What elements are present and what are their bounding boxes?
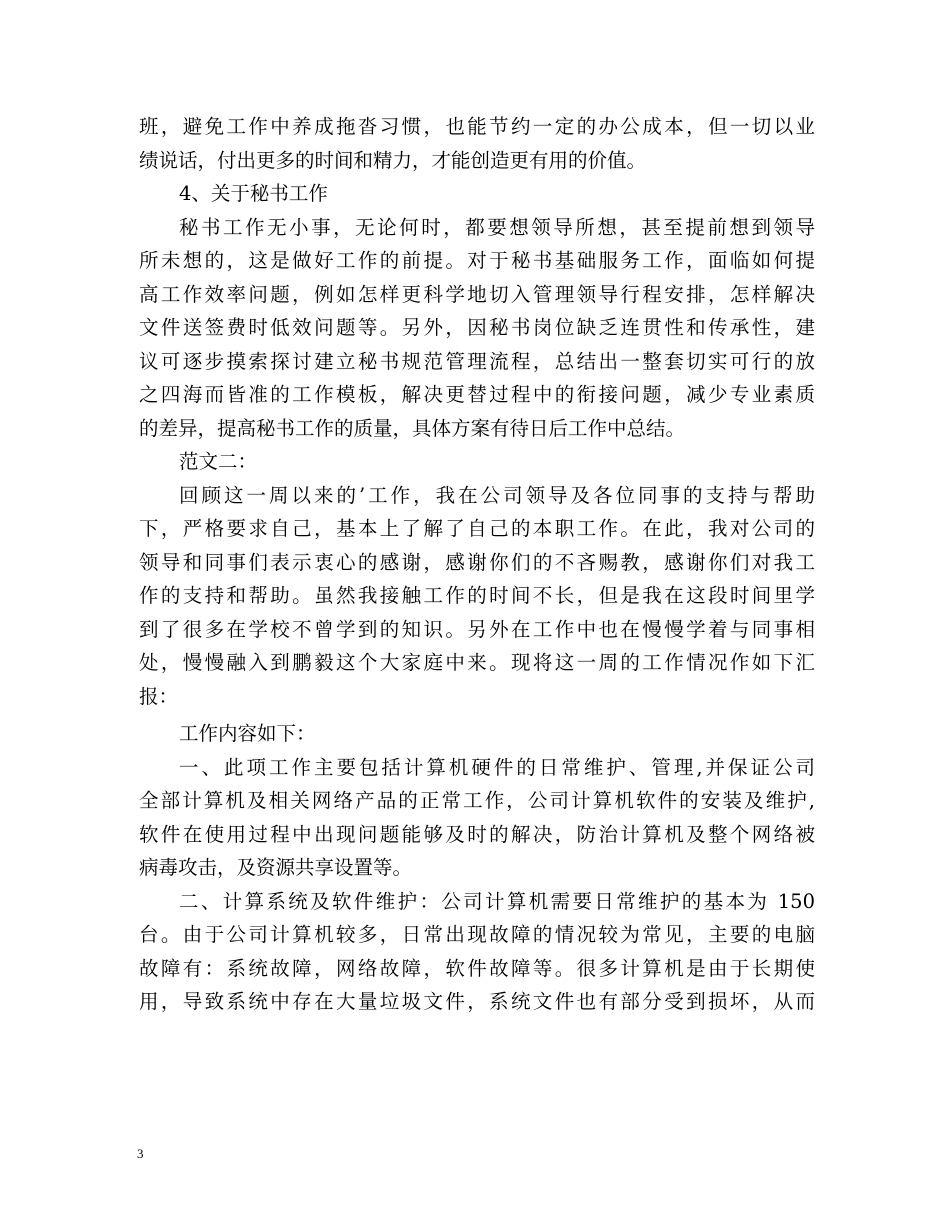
text-line: 用，导致系统中存在大量垃圾文件，系统文件也有部分受到损坏，从而 bbox=[139, 990, 815, 1013]
text-line: 下，严格要求自己，基本上了解了自己的本职工作。在此，我对公司的 bbox=[139, 517, 815, 540]
text-line: 班，避免工作中养成拖沓习惯，也能节约一定的办公成本，但一切以业 bbox=[139, 115, 815, 138]
text-line: 回顾这一周以来的’工作，我在公司领导及各位同事的支持与帮助 bbox=[179, 483, 815, 507]
text-line: 台。由于公司计算机较多，日常出现故障的情况较为常见，主要的电脑 bbox=[139, 923, 815, 946]
section-heading: 范文二： bbox=[179, 450, 258, 473]
text-line: 到了很多在学校不曾学到的知识。另外在工作中也在慢慢学着与同事相 bbox=[139, 617, 815, 641]
text-line: 所未想的，这是做好工作的前提。对于秘书基础服务工作，面临如何提 bbox=[139, 249, 815, 272]
text-line: 故障有：系统故障，网络故障，软件故障等。很多计算机是由于长期使 bbox=[139, 956, 815, 980]
text-line: 作的支持和帮助。虽然我接触工作的时间不长，但是我在这段时间里学 bbox=[139, 584, 815, 607]
body-text bbox=[139, 110, 815, 1019]
section-heading: 工作内容如下： bbox=[179, 722, 316, 745]
page-number: 3 bbox=[137, 1146, 144, 1161]
text-line: 领导和同事们表示衷心的感谢，感谢你们的不吝赐教，感谢你们对我工 bbox=[139, 550, 815, 574]
text-line: 文件送签费时低效问题等。另外，因秘书岗位缺乏连贯性和传承性，建 bbox=[139, 316, 815, 339]
text-line: 软件在使用过程中出现问题能够及时的解决，防治计算机及整个网络被 bbox=[139, 822, 815, 846]
text-line: 处，慢慢融入到鹏毅这个大家庭中来。现将这一周的工作情况作如下汇 bbox=[139, 651, 815, 674]
text-line: 议可逐步摸索探讨建立秘书规范管理流程，总结出一整套切实可行的放 bbox=[139, 349, 815, 373]
text-line: 之四海而皆准的工作模板，解决更替过程中的衔接问题，减少专业素质 bbox=[139, 383, 815, 406]
text-line: 的差异，提高秘书工作的质量，具体方案有待日后工作中总结。 bbox=[139, 416, 686, 440]
text-line: 报： bbox=[139, 684, 179, 708]
text-line: 绩说话，付出更多的时间和精力，才能创造更有用的价值。 bbox=[139, 148, 647, 172]
text-line: 高工作效率问题，例如怎样更科学地切入管理领导行程安排，怎样解决 bbox=[139, 282, 815, 306]
text-line: 二、计算系统及软件维护：公司计算机需要日常维护的基本为 150 bbox=[179, 889, 815, 913]
text-line: 秘书工作无小事，无论何时，都要想领导所想，甚至提前想到领导 bbox=[179, 215, 815, 239]
text-line: 一、此项工作主要包括计算机硬件的日常维护、管理,并保证公司 bbox=[179, 755, 815, 779]
text-line: 全部计算机及相关网络产品的正常工作，公司计算机软件的安装及维护, bbox=[139, 789, 815, 812]
section-heading: 4、关于秘书工作 bbox=[179, 182, 328, 205]
text-line: 病毒攻击，及资源共享设置等。 bbox=[139, 856, 413, 879]
